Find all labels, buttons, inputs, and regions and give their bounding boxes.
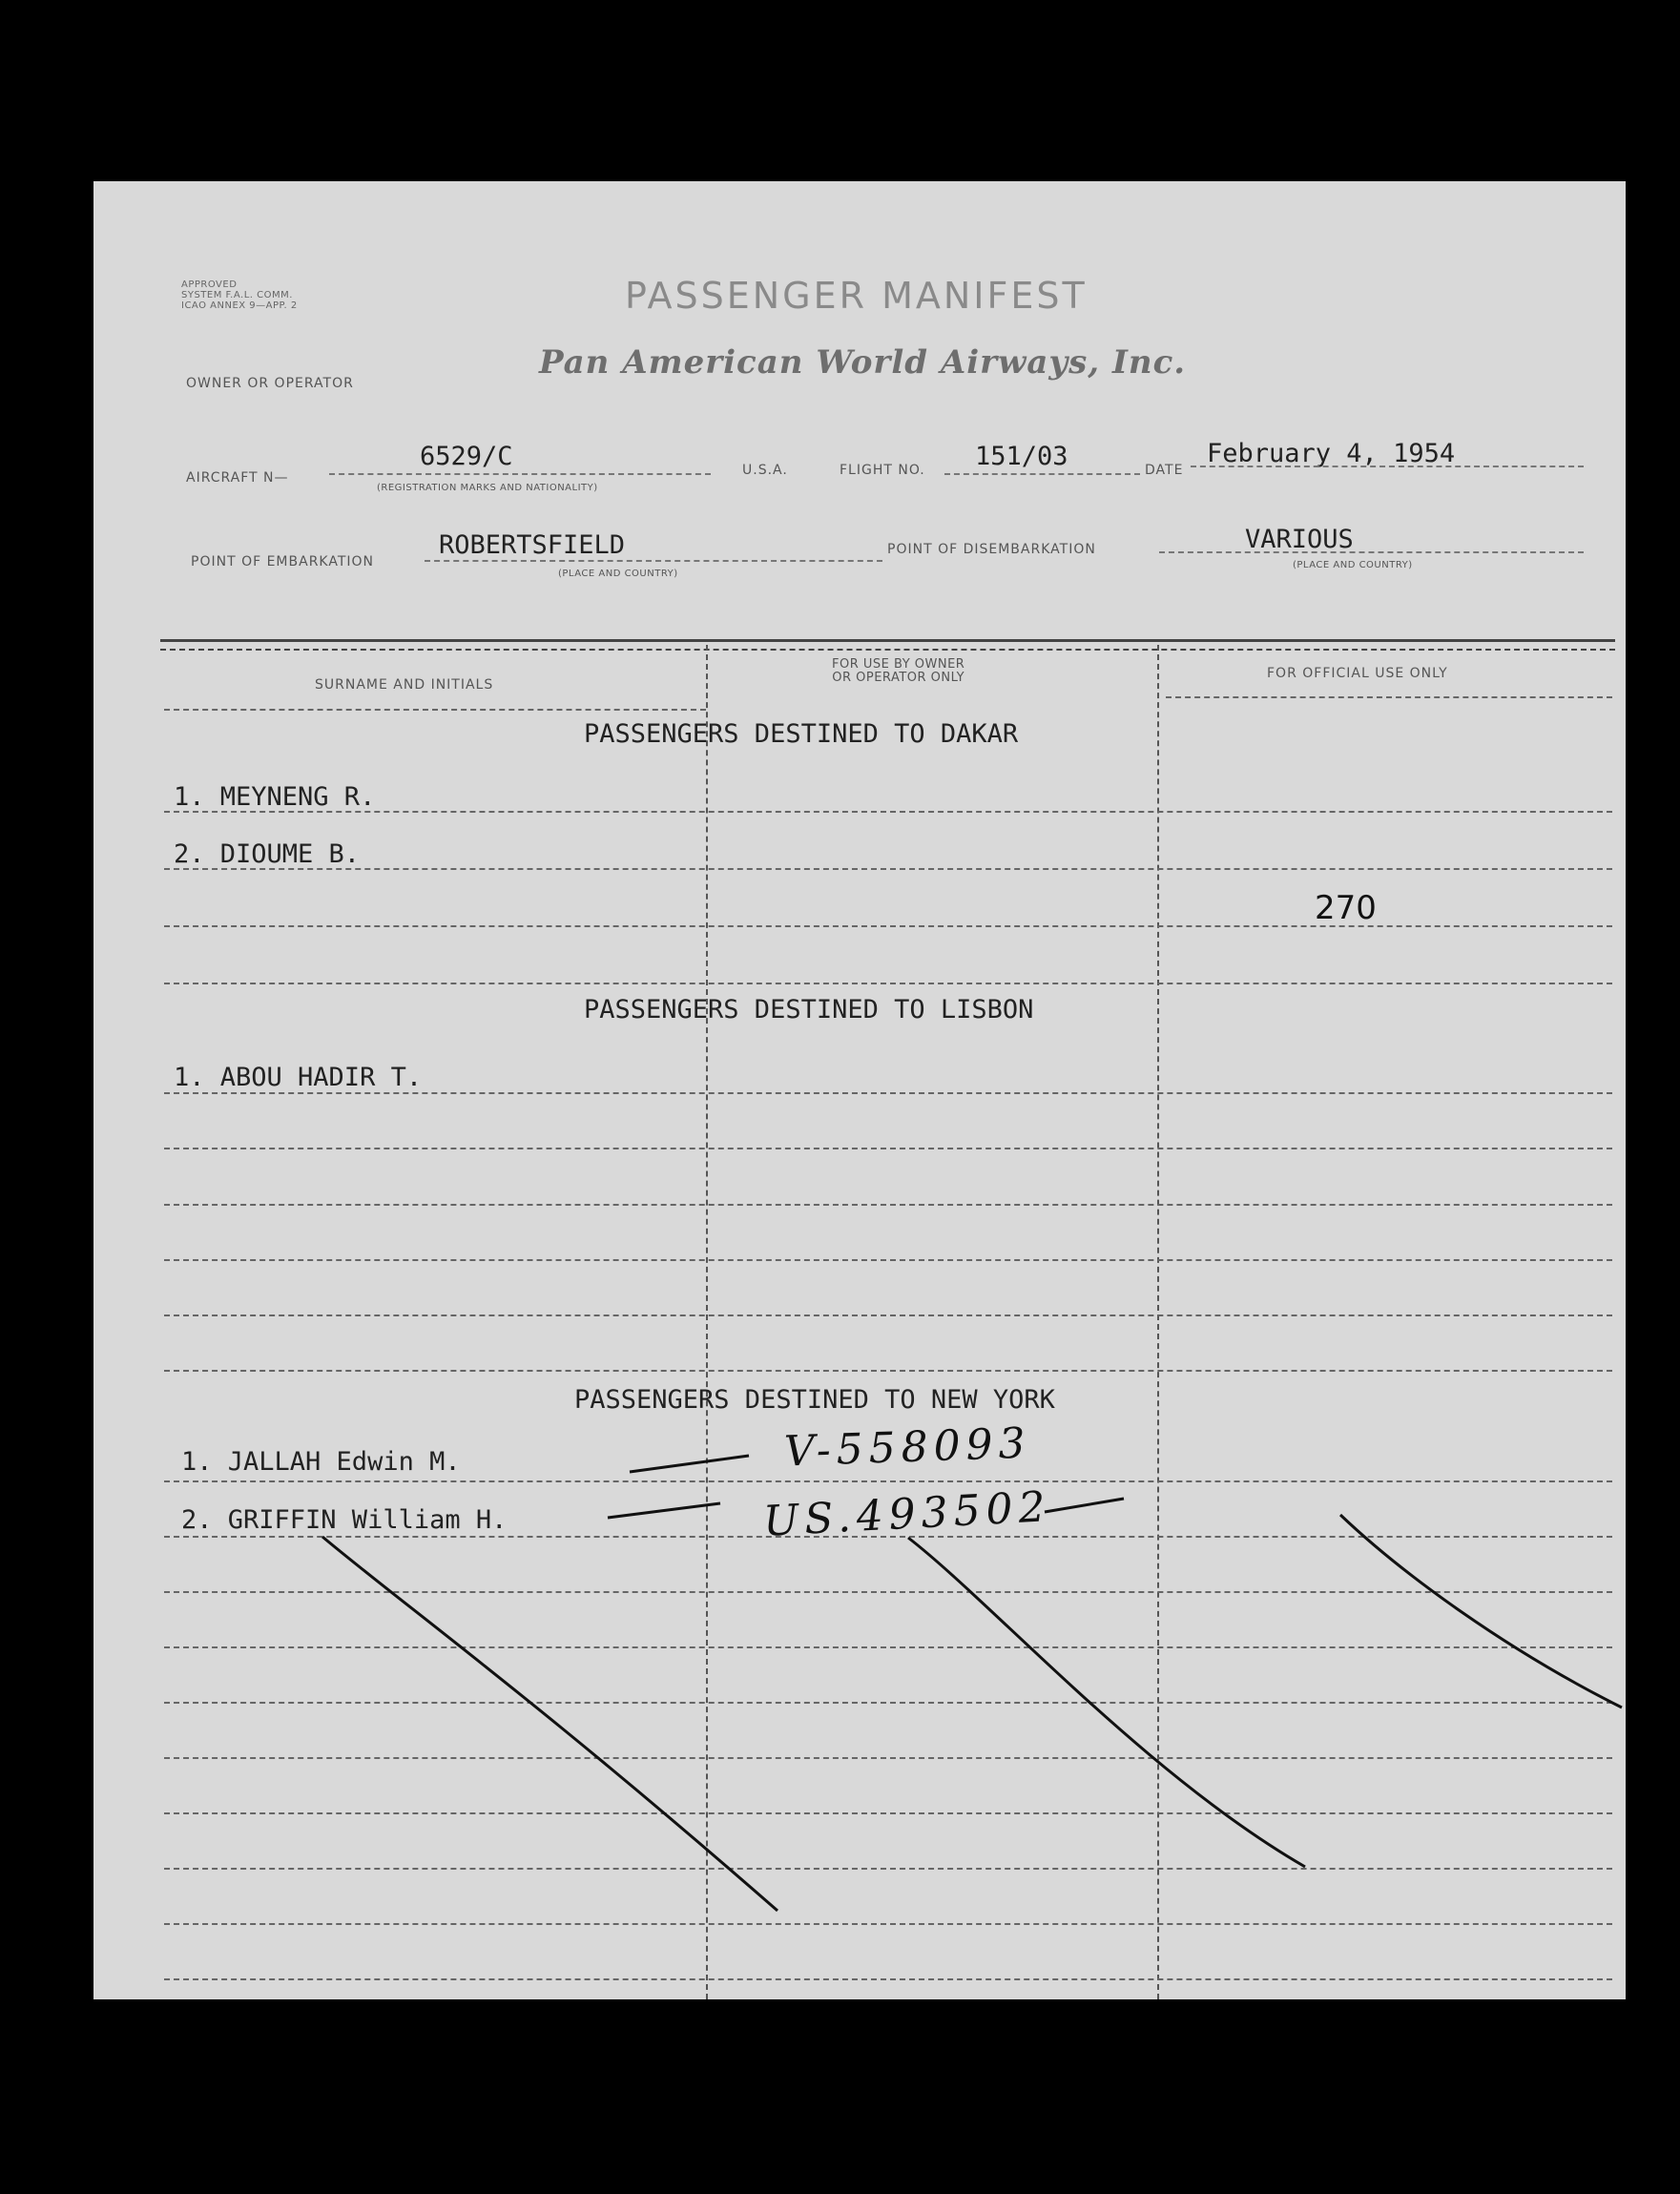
aircraft-label: AIRCRAFT N—: [186, 470, 289, 486]
group-heading-new-york: PASSENGERS DESTINED TO NEW YORK: [574, 1385, 1055, 1415]
date-label: DATE: [1145, 463, 1184, 478]
official-note: 270: [1315, 889, 1377, 927]
cancel-stroke: [908, 1538, 1305, 1867]
pen-dash: [1045, 1499, 1124, 1512]
handwritten-document-number: US.493502: [761, 1482, 1052, 1546]
stamp-line: APPROVED: [181, 279, 238, 290]
aircraft-number: 6529/C: [420, 442, 513, 471]
flight-label: FLIGHT NO.: [840, 463, 925, 478]
passenger-entry: 1. ABOU HADIR T.: [174, 1063, 423, 1092]
passenger-entry: 1. MEYNENG R.: [174, 782, 376, 812]
passenger-entry: 2. GRIFFIN William H.: [181, 1505, 508, 1535]
usa-label: U.S.A.: [742, 463, 788, 478]
passenger-entry: 2. DIOUME B.: [174, 839, 361, 869]
cancel-stroke: [1340, 1515, 1622, 1708]
flight-date: February 4, 1954: [1207, 439, 1456, 468]
column-header-line: OR OPERATOR ONLY: [832, 671, 965, 685]
company-name: Pan American World Airways, Inc.: [539, 343, 1187, 382]
form-title: PASSENGER MANIFEST: [625, 275, 1088, 317]
pen-dash: [608, 1503, 720, 1518]
owner-label: OWNER OR OPERATOR: [186, 376, 354, 391]
embarkation-place: ROBERTSFIELD: [439, 530, 626, 560]
pen-dash: [630, 1456, 749, 1472]
column-header-surname: SURNAME AND INITIALS: [315, 677, 494, 693]
cancel-stroke: [322, 1537, 778, 1911]
handwritten-document-number: V-558093: [783, 1418, 1032, 1477]
embarkation-label: POINT OF EMBARKATION: [191, 554, 375, 569]
disembarkation-caption: (PLACE AND COUNTRY): [1293, 560, 1413, 570]
disembarkation-place: VARIOUS: [1245, 525, 1354, 554]
embarkation-caption: (PLACE AND COUNTRY): [558, 569, 678, 579]
group-heading-lisbon: PASSENGERS DESTINED TO LISBON: [584, 995, 1034, 1025]
disembarkation-label: POINT OF DISEMBARKATION: [887, 542, 1096, 557]
passenger-entry: 1. JALLAH Edwin M.: [181, 1447, 461, 1477]
column-header-official: FOR OFFICIAL USE ONLY: [1267, 666, 1448, 681]
flight-number: 151/03: [975, 442, 1068, 471]
group-heading-dakar: PASSENGERS DESTINED TO DAKAR: [584, 719, 1019, 749]
stamp-line: ICAO ANNEX 9—APP. 2: [181, 300, 298, 311]
column-header-line: FOR USE BY OWNER: [832, 657, 965, 672]
stamp-line: SYSTEM F.A.L. COMM.: [181, 290, 293, 300]
registration-caption: (REGISTRATION MARKS AND NATIONALITY): [377, 483, 598, 493]
